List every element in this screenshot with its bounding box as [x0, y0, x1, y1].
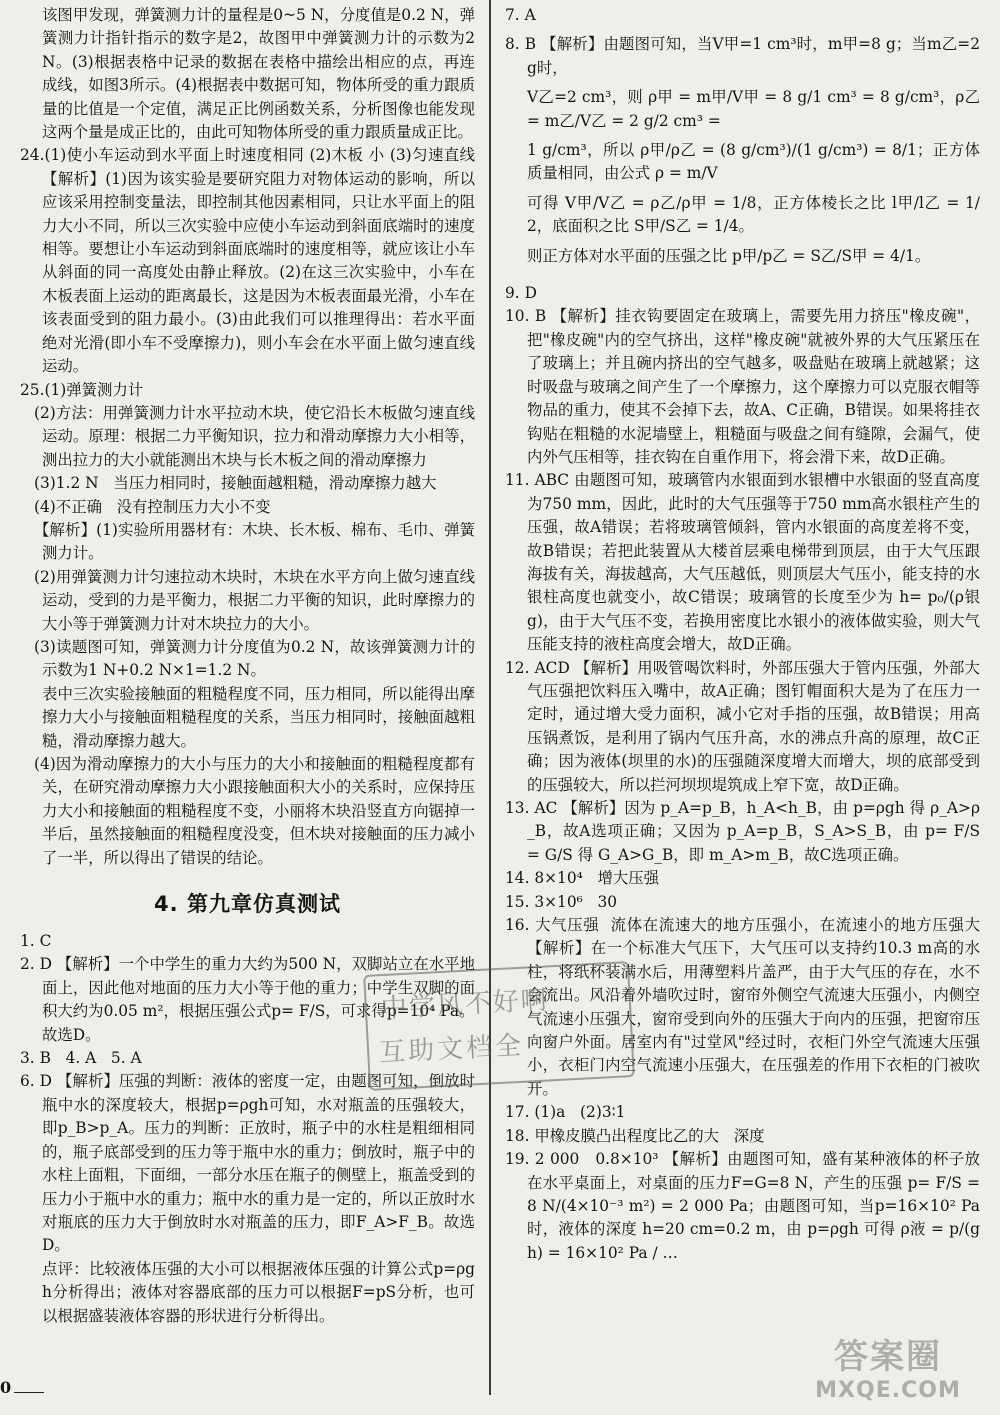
answer-8-line4: 可得 V甲/V乙 = ρ乙/ρ甲 = 1/8，正方体棱长之比 l甲/l乙 = 1/2，底面积之比 S甲/S乙 = 1/4。 — [527, 193, 980, 236]
answer-16: 16. 大气压强 流体在流速大的地方压强小，在流速小的地方压强大 【解析】在一个标准大气压下，大气压可以支持约10.3 m高的水柱，将纸杯装满水后，用薄塑料片盖严，由于大气压的存在，水不会流出。风沿着外墙吹过时，窗帘外侧空气流速大压强小，内侧空气流速小压强大，窗帘受到向外的压强大于向内的压强，把窗帘压向窗户外面。居室内有"过堂风"经过时，衣柜门外空气流速大压强小，衣柜门内空气流速小压强大，在压强差的作用下衣柜的门被吹开。 — [505, 916, 985, 1098]
answer-3-5: 3. B 4. A 5. A — [20, 1049, 142, 1068]
column-divider — [489, 0, 491, 1395]
answer-8-line2: V乙=2 cm³，则 ρ甲 = m甲/V甲 = 8 g/1 cm³ = 8 g/cm³，ρ乙 = m乙/V乙 = 2 g/2 cm³ = — [527, 88, 985, 130]
page-number-rule — [14, 1392, 44, 1393]
stamp-line-2: 互助文档全 — [378, 1030, 525, 1069]
answer-6-note: 点评：比较液体压强的大小可以根据液体压强的计算公式p=ρgh分析得出；液体对容器底部的压力可以根据F=pS分析，也可以根据盛装液体容器的形状进行分析得出。 — [42, 1259, 475, 1325]
answer-6: 6. D 【解析】压强的判断：液体的密度一定，由题图可知，倒放时瓶中水的深度较大，根据p=ρgh可知，水对瓶盖的压强较大，即p_B>p_A。压力的判断：正放时，瓶子中的水柱是粗细相同的，瓶子底部受到的压力等于瓶中水的重力；倒放时，瓶子中的水柱上面粗，下面细，一部分水压在瓶子的侧壁上，瓶盖受到的压力小于瓶中水的重力；瓶中水的重力是一定的，所以正放时水对瓶底的压力大于倒放时水对瓶盖的压力，即F_A>F_B。故选D。 — [20, 1072, 475, 1255]
answer-10: 10. B 【解析】挂衣钩要固定在玻璃上，需要先用力挤压"橡皮碗"，把"橡皮碗"内的空气挤出，这样"橡皮碗"就被外界的大气压紧压在了玻璃上；并且碗内挤出的空气越多，吸盘贴在玻璃上就越紧；这时吸盘与玻璃之间产生了一个摩擦力，这个摩擦力可以克服衣帽等物品的重力，使其不会掉下去，故A、C正确，B错误。如果将挂衣钩贴在粗糙的水泥墙壁上，粗糙面与吸盘之间有缝隙，会漏气，使内外气压相等，挂衣钩在自重作用下，将会滑下来，故D正确。 — [505, 307, 980, 466]
site-watermark — [788, 1329, 988, 1409]
answer-8-line3: 1 g/cm³，所以 ρ甲/ρ乙 = (8 g/cm³)/(1 g/cm³) = 8/1；正方体质量相同，由公式 ρ = m/V — [527, 141, 980, 183]
answer-25-4: (4)不正确 没有控制压力大小不变 — [34, 497, 271, 516]
stamp-line-1: 中学风不好啊 — [380, 985, 550, 1025]
answer-8-line1: 8. B 【解析】由题图可知，当V甲=1 cm³时，m甲=8 g；当m乙=2 g时， — [505, 35, 985, 77]
watermark-line-1: 答案圈 — [834, 1337, 942, 1377]
answer-1: 1. C — [20, 932, 52, 951]
answer-2-conclusion: 故选D。 — [42, 1025, 101, 1044]
answer-11: 11. ABC 由题图可知，玻璃管内水银面到水银槽中水银面的竖直高度为750 mm，因此，此时的大气压强等于750 mm高水银柱产生的压强，故A错误；若将玻璃管倾斜，管内水银面的高度差将不变，故B错误；若把此装置从大楼首层乘电梯带到顶层，由于大气压跟海拔有关，海拔越高，大气压越低，则顶层大气压小，能支持的水银柱高度也就变小，故C错误；玻璃管的长度至少为 h= p₀/(ρ银g)，由于大气压不变，若换用密度比水银小的液体做实验，则大气压能支持的液柱高度会增大，故D正确。 — [505, 471, 980, 654]
answer-25-1: 25.(1)弹簧测力计 — [20, 380, 144, 399]
answer-7: 7. A — [505, 6, 536, 24]
left-column — [20, 4, 480, 1328]
analysis-25-3b: 表中三次实验接触面的粗糙程度不同，压力相同，所以能得出摩擦力大小与接触面粗糙程度的关系，当压力相同时，接触面越粗糙，滑动摩擦力越大。 — [42, 684, 475, 750]
watermark-line-2: MXQE.COM — [815, 1378, 961, 1403]
section-title: 4. 第九章仿真测试 — [154, 892, 341, 917]
answer-25-2: (2)方法：用弹簧测力计水平拉动木块，使它沿长木板做匀速直线运动。原理：根据二力平衡知识，拉力和滑动摩擦力大小相等，测出拉力的大小就能测出木块与长木板之间的滑动摩擦力 — [34, 403, 475, 469]
answer-9: 9. D — [505, 284, 537, 303]
ink-stamp — [363, 961, 635, 1091]
analysis-25-4: (4)因为滑动摩擦力的大小与压力的大小和接触面的粗糙程度都有关，在研究滑动摩擦力大小跟接触面积大小的关系时，应保持压力大小和接触面的粗糙程度不变，小丽将木块沿竖直方向锯掉一半后，虽然接触面的粗糙程度没变，但木块对接触面的压力减小了一半，所以得出了错误的结论。 — [34, 755, 475, 867]
answer-18: 18. 甲橡皮膜凸出程度比乙的大 深度 — [505, 1126, 765, 1145]
q23-continuation: 该图甲发现，弹簧测力计的量程是0~5 N，分度值是0.2 N，弹簧测力计指针指示的数字是2，故图甲中弹簧测力计的示数为2 N。(3)根据表格中记录的数据在表格中描绘出相应的点，再连成线，如图3所示。(4)根据表中数据可知，物体所受的重力跟质量的比值是一个定值，满足正比例函数关系，分析图像也能发现这两个量是成正比的，由此可知物体所受的重力跟质量成正比。 — [42, 6, 480, 142]
analysis-25-1: 【解析】(1)实验所用器材有：木块、长木板、棉布、毛巾、弹簧测力计。 — [34, 520, 475, 563]
analysis-25-3: (3)读题图可知，弹簧测力计分度值为0.2 N，故该弹簧测力计的示数为1 N+0.2 N×1=1.2 N。 — [34, 637, 475, 680]
page-number: 0 — [0, 1378, 12, 1397]
answer-2: 2. D 【解析】一个中学生的重力大约为500 N，双脚站立在水平地面上，因此他对地面的压力大小等于他的重力；中学生双脚的面积大约为0.05 m²，根据压强公式p= F/S，可求得p=10⁴ Pa。 — [20, 955, 475, 1021]
answer-8-line5: 则正方体对水平面的压强之比 p甲/p乙 = S乙/S甲 = 4/1。 — [527, 246, 931, 265]
answer-12: 12. ACD 【解析】用吸管喝饮料时，外部压强大于管内压强，外部大气压强把饮料压入嘴中，故A正确；图钉帽面积大是为了在压力一定时，通过增大受力面积，减小它对手指的压强，故B错误；用高压锅煮饭，是利用了锅内气压升高，水的沸点升高的原理，故C正确；因为液体(坝里的水)的压强随深度增大而增大，坝的底部受到的压强较大，所以拦河坝坝堤筑成上窄下宽，故D正确。 — [505, 658, 980, 794]
answer-13: 13. AC 【解析】因为 p_A=p_B，h_A<h_B，由 p=ρgh 得 ρ_A>ρ_B，故A选项正确；又因为 p_A=p_B，S_A>S_B，由 p= F/S = G/S 得 G_A>G_B，即 m_A>m_B，故C选项正确。 — [505, 799, 985, 864]
answer-17: 17. (1)a (2)3∶1 — [505, 1103, 626, 1122]
answer-24: 24.(1)使小车运动到水平面上时速度相同 (2)木板 小 (3)匀速直线 【解析】(1)因为该实验是要研究阻力对物体运动的影响，所以应该采用控制变量法，即控制其他因素相同，只让水平面上的阻力大小不同，所以三次实验中应使小车运动到斜面底端时的速度相等。要想让小车运动到斜面底端时的速度相等，就应该让小车从斜面的同一高度处由静止释放。(2)在这三次实验中，小车在木板表面上运动的距离最长，这是因为木板表面最光滑，小车在该表面受到的阻力最小。(3)由此我们可以推理得出：若水平面绝对光滑(即小车不受摩擦力)，则小车会在水平面上做匀速直线运动。 — [20, 146, 480, 376]
answer-19: 19. 2 000 0.8×10³ 【解析】由题图可知，盛有某种液体的杯子放在水平桌面上，对桌面的压力F=G=8 N，产生的压强 p= F/S = 8 N/(4×10⁻³ m²) = 2 000 Pa；由题图可知，当p=16×10² Pa时，液体的深度 h=20 cm=0.2 m，由 p=ρgh 可得 ρ液 = p/(gh) = 16×10² Pa / … — [505, 1150, 985, 1262]
answer-14: 14. 8×10⁴ 增大压强 — [505, 869, 660, 888]
answer-15: 15. 3×10⁶ 30 — [505, 892, 618, 911]
answer-25-3: (3)1.2 N 当压力相同时，接触面越粗糙，滑动摩擦力越大 — [34, 474, 437, 493]
analysis-25-2: (2)用弹簧测力计匀速拉动木块时，木块在水平方向上做匀速直线运动，受到的力是平衡力，根据二力平衡的知识，此时摩擦力的大小等于弹簧测力计对木块拉力的大小。 — [34, 567, 475, 633]
